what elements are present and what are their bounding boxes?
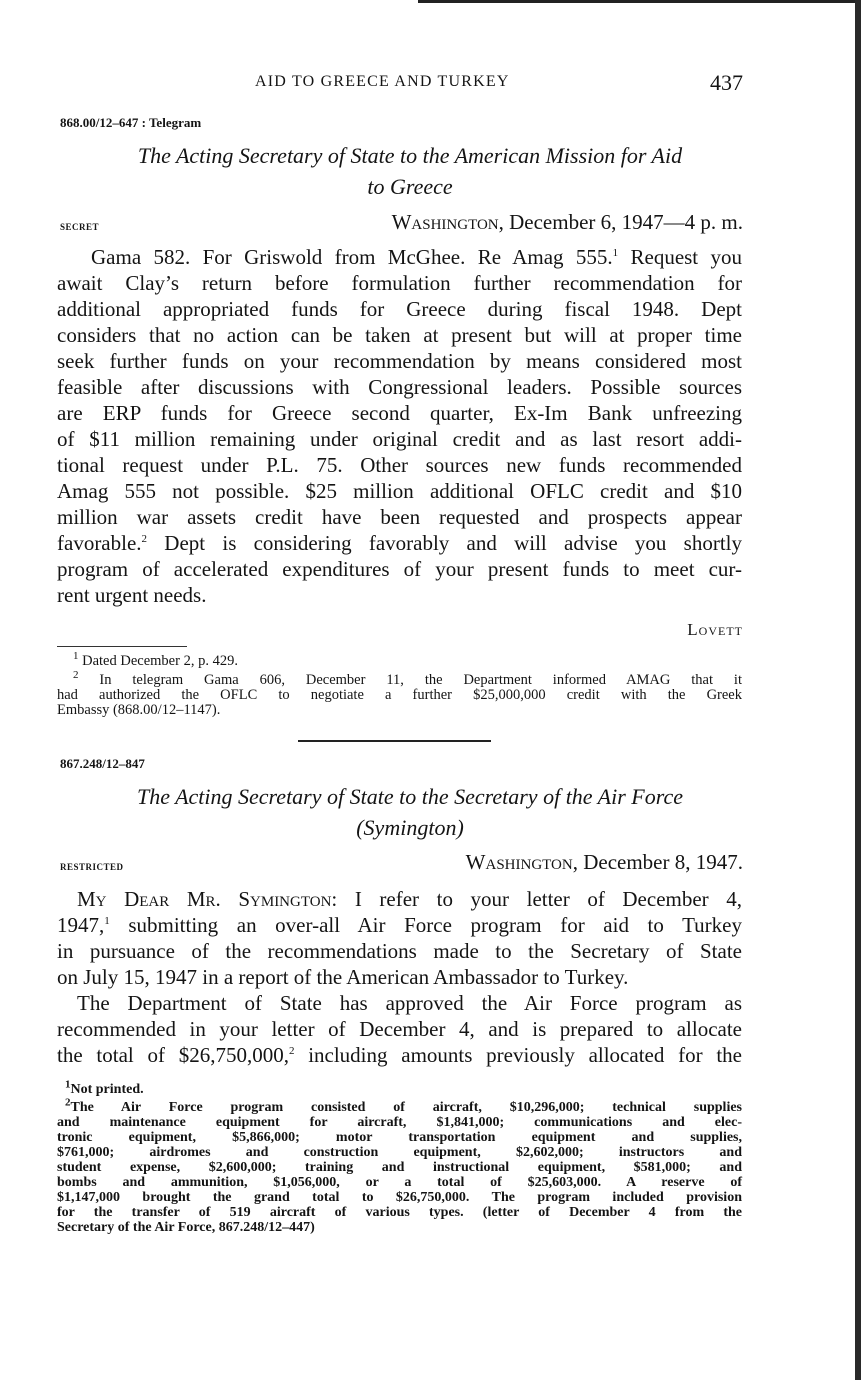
- signature: Lovett: [687, 620, 743, 639]
- body-line: on July 15, 1947 in a report of the American Ambassador to Turkey.: [57, 965, 629, 989]
- body-line: rent urgent needs.: [57, 583, 207, 607]
- footnote: [57, 1096, 742, 1235]
- body-line: My Dear Mr. Symington: I refer to your letter of December 4,: [77, 887, 743, 911]
- heading-line: The Acting Secretary of State to the Secretary of the Air Force: [137, 784, 683, 809]
- body-line: million war assets credit have been requested and prospects appear: [57, 505, 742, 529]
- letter-paragraph: [57, 990, 742, 1068]
- body-line: of $11 million remaining under original credit and as last resort addi-: [57, 427, 742, 451]
- heading-line: The Acting Secretary of State to the American Mission for Aid: [137, 143, 683, 168]
- footnote-line: $761,000; airdromes and construction equipment, $2,602,000; instructors and: [57, 1145, 742, 1160]
- footnote-number: 2: [65, 1096, 71, 1109]
- footnote: [57, 1078, 742, 1097]
- running-head-title: AID TO GREECE AND TURKEY: [255, 73, 510, 90]
- footnote-line: bombs and ammunition, $1,056,000, or a total of $25,603,000. A reserve of: [57, 1175, 742, 1190]
- body-line: tional request under P.L. 75. Other sources new funds recommended: [57, 453, 742, 477]
- body-line: Amag 555 not possible. $25 million additional OFLC credit and $10: [57, 479, 742, 503]
- footnote-line: had authorized the OFLC to negotiate a further $25,000,000 credit with the Greek: [57, 687, 742, 703]
- body-line: the total of $26,750,000,$^2$ including amounts previously allocated for the: [57, 1043, 742, 1067]
- body-line: 1947,$^1$ submitting an over-all Air Force program for aid to Turkey: [57, 913, 742, 937]
- document-heading: [60, 781, 760, 843]
- dateline-date: , December 8, 1947.: [572, 850, 743, 874]
- footnote: [57, 650, 742, 669]
- body-line: in pursuance of the recommendations made to the Secretary of State: [57, 939, 742, 963]
- footnote-line: $^1$ Dated December 2, p. 429.: [73, 650, 238, 669]
- running-head: [0, 70, 861, 98]
- dateline: [466, 850, 743, 875]
- body-line: feasible after discussions with Congressional leaders. Possible sources: [57, 375, 742, 399]
- dateline-date: , December 6, 1947—4 p. m.: [498, 210, 743, 234]
- page-number: 437: [710, 70, 743, 95]
- dateline-place: Washington: [391, 210, 499, 234]
- footnote-ref: 2: [288, 1045, 295, 1057]
- letter-paragraph: [57, 886, 742, 990]
- section-separator: [298, 740, 491, 742]
- body-line: program of accelerated expenditures of your present funds to meet cur-: [57, 557, 742, 581]
- document-heading: [60, 140, 760, 202]
- footnote: [57, 669, 742, 718]
- telegram-body: [57, 244, 742, 608]
- classification-label: secret: [60, 218, 100, 233]
- footnote-line: $^2$The Air Force program consisted of aircraft, $10,296,000; technical supplies: [65, 1096, 742, 1115]
- page-top-border: [418, 0, 861, 3]
- heading-line: (Symington): [356, 815, 464, 840]
- footnote-line: $^2$ In telegram Gama 606, December 11, the Department informed AMAG that it: [73, 669, 742, 688]
- body-line: additional appropriated funds for Greece during fiscal 1948. Dept: [57, 297, 742, 321]
- body-line: are ERP funds for Greece second quarter, Ex-Im Bank unfreezing: [57, 401, 742, 425]
- body-line: await Clay’s return before formulation further recommendation for: [57, 271, 742, 295]
- footnote-line: $1,147,000 brought the grand total to $26,750,000. The program included provision: [57, 1190, 742, 1205]
- file-reference: 868.00/12–647 : Telegram: [60, 115, 202, 130]
- heading-line: to Greece: [367, 174, 453, 199]
- body-line: Gama 582. For Griswold from McGhee. Re Amag 555.$^1$ Request you: [91, 245, 742, 269]
- footnote-line: student expense, $2,600,000; training and instructional equipment, $581,000; and: [57, 1160, 742, 1175]
- body-line: recommended in your letter of December 4, and is prepared to allocate: [57, 1017, 742, 1041]
- footnote-line: and maintenance equipment for aircraft, $1,841,000; communications and elec-: [57, 1115, 742, 1130]
- footnote-number: 1: [73, 650, 79, 663]
- body-line: The Department of State has approved the Air Force program as: [77, 991, 742, 1015]
- footnote-line: for the transfer of 519 aircraft of various types. (letter of December 4 from the: [57, 1205, 742, 1220]
- footnote-number: 2: [73, 669, 79, 682]
- footnote-ref: 1: [612, 247, 619, 259]
- salutation: My Dear Mr. Symington: [77, 887, 332, 911]
- footnote-line: $^1$Not printed.: [65, 1078, 144, 1097]
- footnote-line: Secretary of the Air Force, 867.248/12–447): [57, 1220, 315, 1235]
- footnote-ref: 2: [141, 533, 148, 545]
- dateline-place: Washington: [465, 850, 573, 874]
- body-line: considers that no action can be taken at present but will at proper time: [57, 323, 742, 347]
- footnote-number: 1: [65, 1078, 71, 1091]
- footnote-ref: 1: [104, 915, 110, 927]
- dateline: [392, 210, 743, 235]
- footnote-line: tronic equipment, $5,866,000; motor transportation equipment and supplies,: [57, 1130, 742, 1145]
- body-line: favorable.$^2$ Dept is considering favorably and will advise you shortly: [57, 531, 742, 555]
- page-right-edge: [855, 0, 861, 1380]
- footnote-rule: [57, 646, 187, 647]
- footnote-line: Embassy (868.00/12–1147).: [57, 702, 221, 718]
- classification-label: restricted: [60, 858, 124, 873]
- body-line: seek further funds on your recommendation by means considered most: [57, 349, 742, 373]
- file-reference: 867.248/12–847: [60, 756, 145, 771]
